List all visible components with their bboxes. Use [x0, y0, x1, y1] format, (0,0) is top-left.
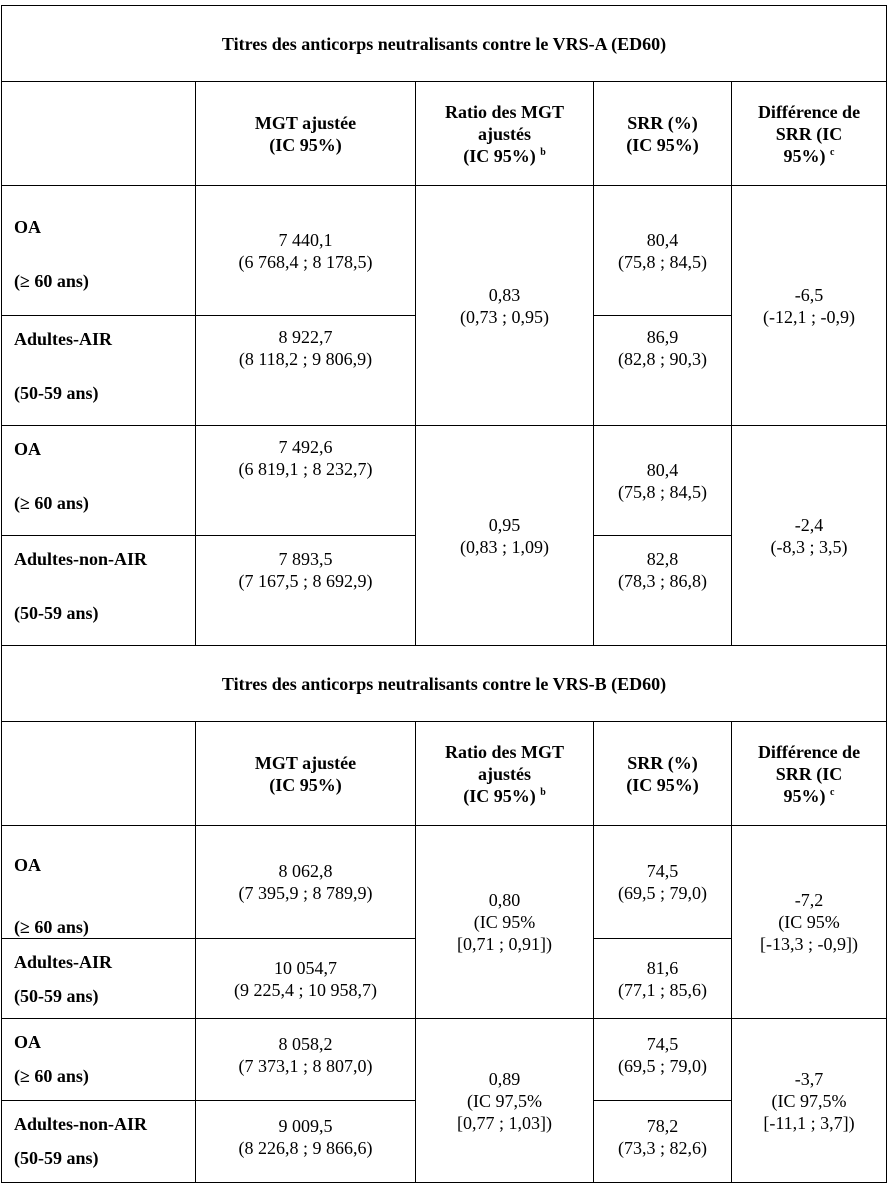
mgt-cell — [196, 536, 416, 646]
group-name: OA — [14, 217, 41, 237]
ratio-ci-line2: [0,71 ; 0,91]) — [457, 934, 552, 954]
group-age: (50-59 ans) — [14, 986, 99, 1006]
mgt-ci: (6 819,1 ; 8 232,7) — [238, 459, 373, 479]
section-a-title: Titres des anticorps neutralisants contre le VRS-A (ED60) — [2, 6, 887, 82]
diff-cell — [732, 186, 887, 426]
header-ratio-line2: ajustés — [478, 123, 531, 144]
group-age: (50-59 ans) — [14, 1148, 99, 1168]
srr-value: 74,5 — [646, 1034, 679, 1054]
diff-value: -2,4 — [794, 514, 824, 535]
ratio-ci-line1: (IC 95% — [473, 912, 536, 932]
header-srr — [594, 722, 732, 826]
mgt-ci: (7 395,9 ; 8 789,9) — [238, 883, 373, 903]
header-mgt-line1: MGT ajustée — [254, 112, 357, 133]
group-name: OA — [14, 439, 41, 459]
header-diff-line2: SRR (IC — [775, 123, 843, 144]
mgt-value: 8 922,7 — [278, 327, 333, 347]
group-age: (≥ 60 ans) — [14, 493, 89, 513]
diff-value: -7,2 — [794, 890, 824, 910]
group-name: Adultes-AIR — [14, 952, 113, 972]
table-row — [2, 1019, 887, 1101]
group-age: (50-59 ans) — [14, 603, 99, 623]
ratio-ci: (0,83 ; 1,09) — [460, 536, 549, 557]
ratio-cell — [416, 826, 594, 1019]
diff-cell — [732, 426, 887, 646]
srr-cell — [594, 186, 732, 316]
header-ratio-line1: Ratio des MGT — [445, 741, 564, 762]
group-cell — [2, 826, 196, 939]
mgt-ci: (7 167,5 ; 8 692,9) — [238, 571, 373, 591]
mgt-ci: (7 373,1 ; 8 807,0) — [238, 1056, 373, 1076]
group-age: (≥ 60 ans) — [14, 271, 89, 291]
mgt-cell — [196, 426, 416, 536]
group-age: (≥ 60 ans) — [14, 1066, 89, 1086]
diff-ci-line1: (IC 95% — [778, 912, 840, 932]
group-name: Adultes-AIR — [14, 329, 113, 349]
diff-cell — [732, 1019, 887, 1183]
header-empty-cell — [2, 82, 196, 186]
footnote-c: c — [830, 146, 835, 158]
header-mgt-line1: MGT ajustée — [254, 752, 357, 773]
mgt-value: 9 009,5 — [278, 1116, 333, 1136]
footnote-b: b — [540, 786, 546, 798]
srr-cell — [594, 1101, 732, 1183]
srr-cell — [594, 1019, 732, 1101]
ratio-value: 0,83 — [488, 284, 521, 305]
ratio-value: 0,95 — [488, 514, 521, 535]
group-name: Adultes-non-AIR — [14, 1114, 148, 1134]
header-ratio — [416, 82, 594, 186]
ratio-ci: (0,73 ; 0,95) — [460, 306, 549, 327]
srr-value: 81,6 — [646, 957, 679, 978]
table-row — [2, 186, 887, 316]
srr-ci: (69,5 ; 79,0) — [618, 883, 707, 903]
diff-ci: (-8,3 ; 3,5) — [770, 536, 848, 557]
diff-value: -6,5 — [794, 284, 824, 305]
srr-cell — [594, 316, 732, 426]
srr-value: 78,2 — [646, 1116, 679, 1136]
header-mgt-line2: (IC 95%) — [269, 774, 342, 795]
mgt-ci: (9 225,4 ; 10 958,7) — [234, 979, 377, 1000]
table-row — [2, 426, 887, 536]
mgt-ci: (8 226,8 ; 9 866,6) — [238, 1138, 373, 1158]
group-age: (50-59 ans) — [14, 383, 99, 403]
mgt-cell — [196, 1101, 416, 1183]
header-diff-line2: SRR (IC — [775, 763, 843, 784]
srr-value: 80,4 — [646, 229, 679, 250]
srr-ci: (78,3 ; 86,8) — [618, 571, 707, 591]
mgt-value: 8 058,2 — [278, 1034, 333, 1054]
diff-cell — [732, 826, 887, 1019]
footnote-c: c — [830, 786, 835, 798]
srr-value: 86,9 — [646, 327, 679, 347]
mgt-value: 7 893,5 — [278, 549, 333, 569]
header-diff — [732, 722, 887, 826]
header-diff-line1: Différence de — [757, 741, 861, 762]
header-srr-line2: (IC 95%) — [626, 774, 699, 795]
diff-ci-line2: [-11,1 ; 3,7]) — [763, 1112, 855, 1133]
group-cell — [2, 939, 196, 1019]
header-diff-line3: 95%) — [783, 145, 826, 166]
mgt-cell — [196, 939, 416, 1019]
footnote-b: b — [540, 146, 546, 158]
ratio-ci-line2: [0,77 ; 1,03]) — [457, 1112, 552, 1133]
diff-ci-line1: (IC 97,5% — [771, 1090, 847, 1111]
ratio-cell — [416, 426, 594, 646]
group-name: OA — [14, 1032, 41, 1052]
group-cell — [2, 186, 196, 316]
mgt-cell — [196, 316, 416, 426]
results-table — [1, 5, 887, 1183]
mgt-ci: (8 118,2 ; 9 806,9) — [238, 349, 373, 369]
srr-value: 74,5 — [646, 861, 679, 881]
ratio-value: 0,89 — [488, 1068, 521, 1089]
srr-cell — [594, 826, 732, 939]
ratio-cell — [416, 1019, 594, 1183]
group-cell — [2, 536, 196, 646]
group-name: OA — [14, 855, 41, 875]
header-ratio-line2: ajustés — [478, 763, 531, 784]
table-row — [2, 826, 887, 939]
group-cell — [2, 316, 196, 426]
mgt-value: 7 440,1 — [278, 229, 333, 250]
section-b-title: Titres des anticorps neutralisants contre le VRS-B (ED60) — [2, 646, 887, 722]
ratio-ci-line1: (IC 97,5% — [467, 1090, 542, 1111]
diff-ci-line2: [-13,3 ; -0,9]) — [760, 934, 858, 954]
srr-cell — [594, 939, 732, 1019]
srr-cell — [594, 536, 732, 646]
mgt-cell — [196, 1019, 416, 1101]
srr-ci: (77,1 ; 85,6) — [618, 979, 707, 1000]
header-srr — [594, 82, 732, 186]
group-age: (≥ 60 ans) — [14, 917, 89, 937]
group-cell — [2, 1101, 196, 1183]
ratio-cell — [416, 186, 594, 426]
header-diff-line3: 95%) — [783, 785, 826, 806]
mgt-value: 7 492,6 — [278, 437, 333, 457]
header-ratio-line3: (IC 95%) — [463, 785, 536, 806]
mgt-ci: (6 768,4 ; 8 178,5) — [238, 251, 373, 272]
header-diff-line1: Différence de — [757, 101, 861, 122]
header-diff — [732, 82, 887, 186]
header-mgt-line2: (IC 95%) — [269, 134, 342, 155]
mgt-cell — [196, 186, 416, 316]
ratio-value: 0,80 — [488, 890, 521, 910]
header-mgt — [196, 82, 416, 186]
srr-ci: (82,8 ; 90,3) — [618, 349, 707, 369]
header-ratio — [416, 722, 594, 826]
header-ratio-line3: (IC 95%) — [463, 145, 536, 166]
srr-ci: (69,5 ; 79,0) — [618, 1056, 707, 1076]
srr-value: 80,4 — [646, 459, 679, 480]
srr-ci: (73,3 ; 82,6) — [618, 1138, 707, 1158]
header-srr-line1: SRR (%) — [627, 752, 698, 773]
group-cell — [2, 426, 196, 536]
srr-value: 82,8 — [646, 549, 679, 569]
srr-ci: (75,8 ; 84,5) — [618, 481, 707, 502]
header-srr-line1: SRR (%) — [627, 112, 698, 133]
mgt-value: 10 054,7 — [274, 957, 337, 978]
diff-value: -3,7 — [794, 1068, 824, 1089]
diff-ci: (-12,1 ; -0,9) — [763, 306, 855, 327]
header-ratio-line1: Ratio des MGT — [445, 101, 564, 122]
group-cell — [2, 1019, 196, 1101]
header-srr-line2: (IC 95%) — [626, 134, 699, 155]
srr-cell — [594, 426, 732, 536]
header-mgt — [196, 722, 416, 826]
mgt-value: 8 062,8 — [278, 861, 333, 881]
group-name: Adultes-non-AIR — [14, 549, 148, 569]
srr-ci: (75,8 ; 84,5) — [618, 251, 707, 272]
mgt-cell — [196, 826, 416, 939]
header-empty-cell — [2, 722, 196, 826]
